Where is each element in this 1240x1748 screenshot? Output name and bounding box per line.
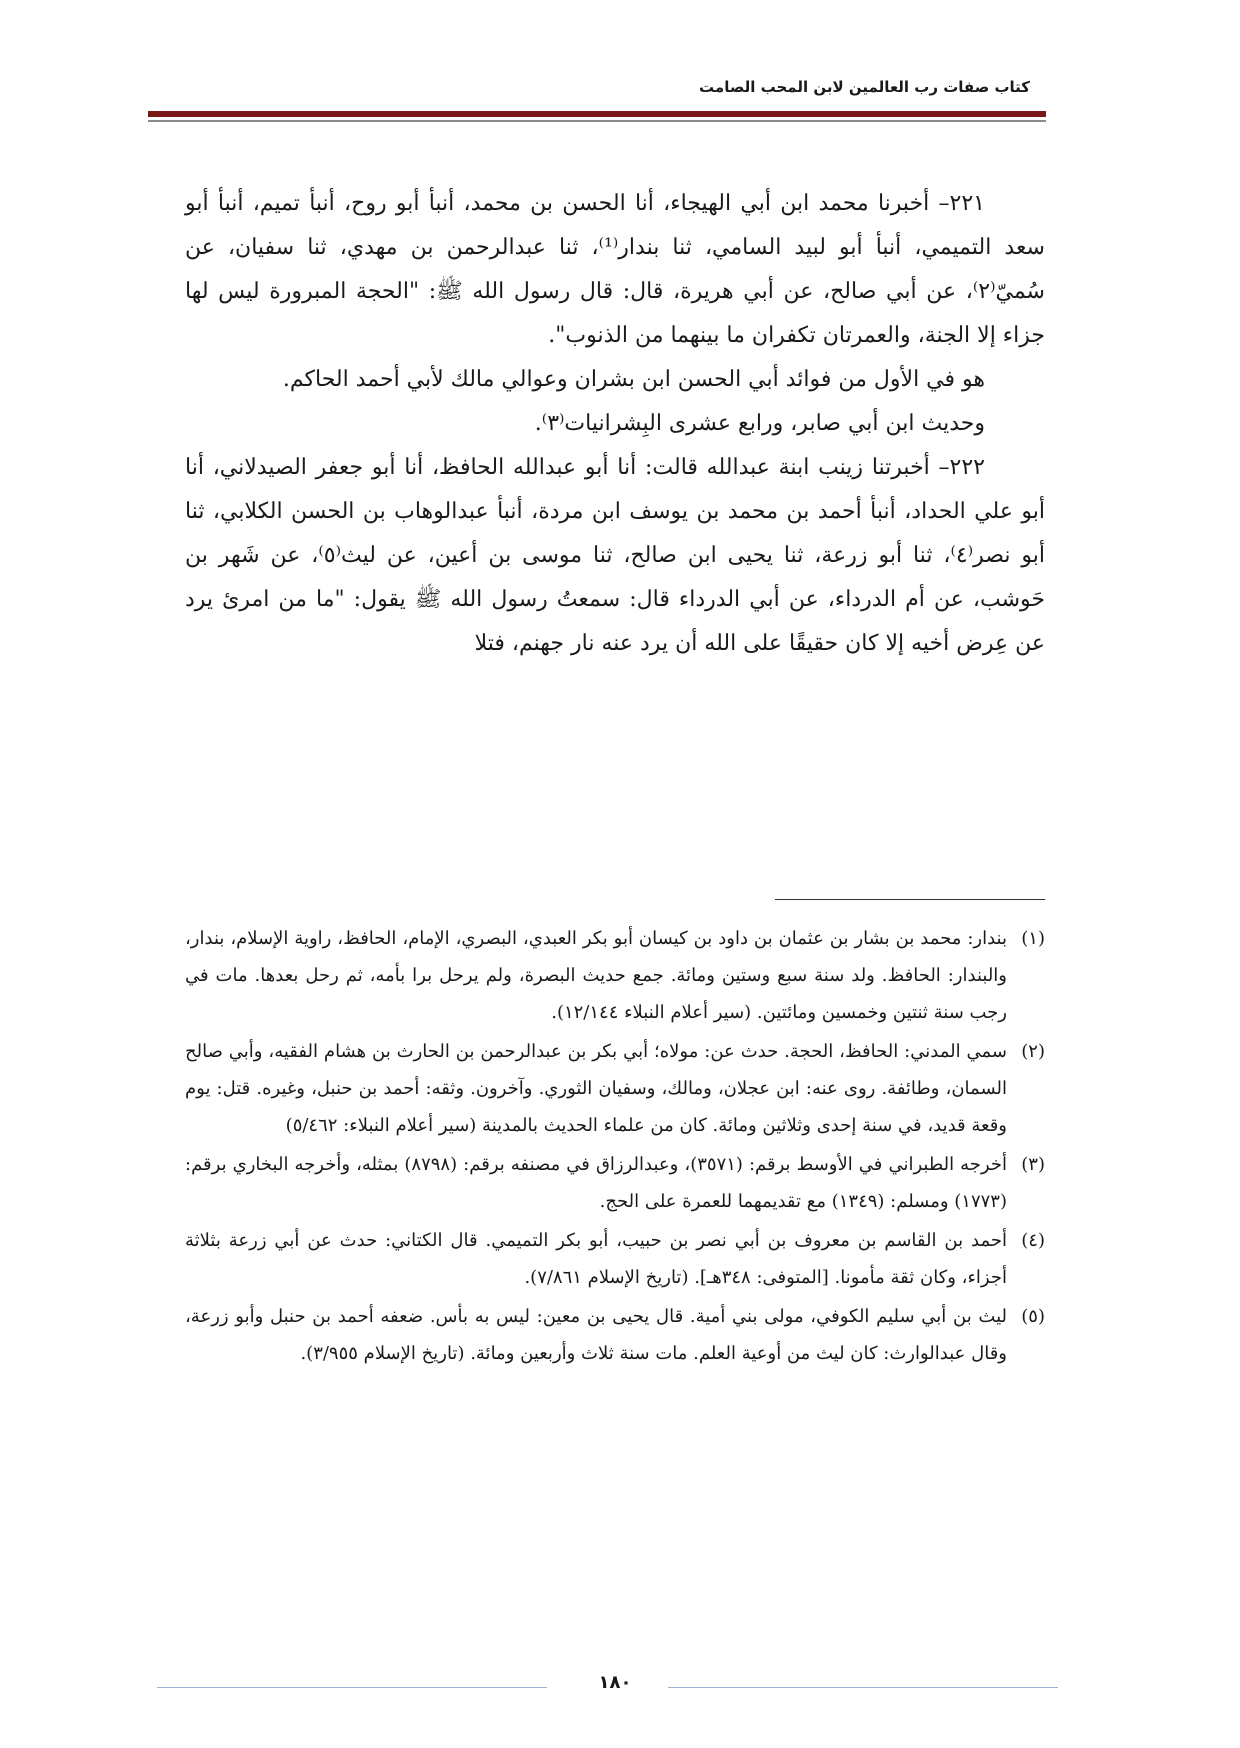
footnote-number: (٤) [1021, 1230, 1045, 1251]
footnote-4 [185, 1222, 1045, 1296]
commentary-paragraph: وحديث ابن أبي صابر، ورابع عشرى البِشرانيات⁽٣⁾. [534, 411, 985, 436]
commentary-paragraph: هو في الأول من فوائد أبي الحسن ابن بشران وعوالي مالك لأبي أحمد الحاكم. [282, 367, 985, 392]
footnote-text: ليث بن أبي سليم الكوفي، مولى بني أمية. قال يحيى بن معين: ليس به بأس. ضعفه أحمد بن حنبل وأبو زرعة، وقال عبدالوارث: كان ليث من أوعية العلم. مات سنة ثلاث وأربعين ومائة. (تاريخ الإسلام ٣/٩٥٥). [185, 1306, 1007, 1364]
footnote-3 [185, 1146, 1045, 1220]
footer-rule-left [157, 1687, 547, 1688]
footnote-number: (١) [1021, 928, 1045, 949]
footnote-5 [185, 1298, 1045, 1372]
footnote-2 [185, 1033, 1045, 1144]
hadith-221-paragraph: ٢٢١– أخبرنا محمد ابن أبي الهيجاء، أنا الحسن بن محمد، أنبأ أبو روح، أنبأ تميم، أنبأ أبو سعد التميمي، أنبأ أبو لبيد السامي، ثنا بندار⁽¹⁾، ثنا عبدالرحمن بن مهدي، ثنا سفيان، عن سُميّ⁽٢⁾، عن أبي صالح، عن أبي هريرة، قال: قال رسول الله ﷺ: "الحجة المبرورة ليس لها جزاء إلا الجنة، والعمرتان تكفران ما بينهما من الذنوب". [185, 191, 1045, 348]
running-header: كتاب صفات رب العالمين لابن المحب الصامت [699, 78, 1030, 96]
footnote-1 [185, 920, 1045, 1031]
footnotes-section [185, 920, 1045, 1374]
footnote-text: أحمد بن القاسم بن معروف بن أبي نصر بن حبيب، أبو بكر التميمي. قال الكتاني: حدث عن أبي زرعة بثلاثة أجزاء، وكان ثقة مأمونا. [المتوفى: ٣٤٨هـ]. (تاريخ الإسلام ٧/٨٦١). [185, 1230, 1007, 1288]
footnote-number: (٥) [1021, 1306, 1045, 1327]
main-text [185, 182, 1045, 666]
footnote-text: سمي المدني: الحافظ، الحجة. حدث عن: مولاه؛ أبي بكر بن عبدالرحمن بن الحارث بن هشام الفقيه، وأبي صالح السمان، وطائفة. روى عنه: ابن عجلان، ومالك، وسفيان الثوري. وآخرون. وثقه: أحمد بن حنبل، وغيره. قتل: يوم وقعة قديد، في سنة إحدى وثلاثين ومائة. كان من علماء الحديث بالمدينة (سير أعلام النبلاء: ٥/٤٦٢) [185, 1041, 1007, 1136]
footnote-text: بندار: محمد بن بشار بن عثمان بن داود بن كيسان أبو بكر العبدي، البصري، الإمام، الحافظ، راوية الإسلام، بندار، والبندار: الحافظ. ولد سنة سبع وستين ومائة. جمع حديث البصرة، ولم يرحل برا بأمه، ثم رحل بعدها. مات في رجب سنة ثنتين وخمسين ومائتين. (سير أعلام النبلاء ١٢/١٤٤). [185, 928, 1007, 1023]
page-number: ١٨٠ [598, 1672, 632, 1693]
header-rule-thin [148, 120, 1046, 122]
footer-rule-right [668, 1687, 1058, 1688]
header-rule-thick [148, 111, 1046, 117]
footnote-number: (٣) [1021, 1154, 1045, 1175]
footnote-divider [775, 899, 1045, 900]
hadith-222-paragraph: ٢٢٢– أخبرتنا زينب ابنة عبدالله قالت: أنا أبو عبدالله الحافظ، أنا أبو جعفر الصيدلاني، أنا أبو علي الحداد، أنبأ أحمد بن محمد بن يوسف ابن مردة، أنبأ عبدالوهاب بن الحسن الكلابي، ثنا أبو نصر⁽٤⁾، ثنا أبو زرعة، ثنا يحيى ابن صالح، ثنا موسى بن أعين، عن ليث⁽٥⁾، عن شَهر بن حَوشب، عن أم الدرداء، عن أبي الدرداء قال: سمعتُ رسول الله ﷺ يقول: "ما من امرئ يرد عن عِرض أخيه إلا كان حقيقًا على الله أن يرد عنه نار جهنم، فتلا [185, 455, 1045, 656]
footnote-number: (٢) [1021, 1041, 1045, 1062]
footnote-text: أخرجه الطبراني في الأوسط برقم: (٣٥٧١)، وعبدالرزاق في مصنفه برقم: (٨٧٩٨) بمثله، وأخرجه البخاري برقم: (١٧٧٣) ومسلم: (١٣٤٩) مع تقديمهما للعمرة على الحج. [185, 1154, 1007, 1212]
